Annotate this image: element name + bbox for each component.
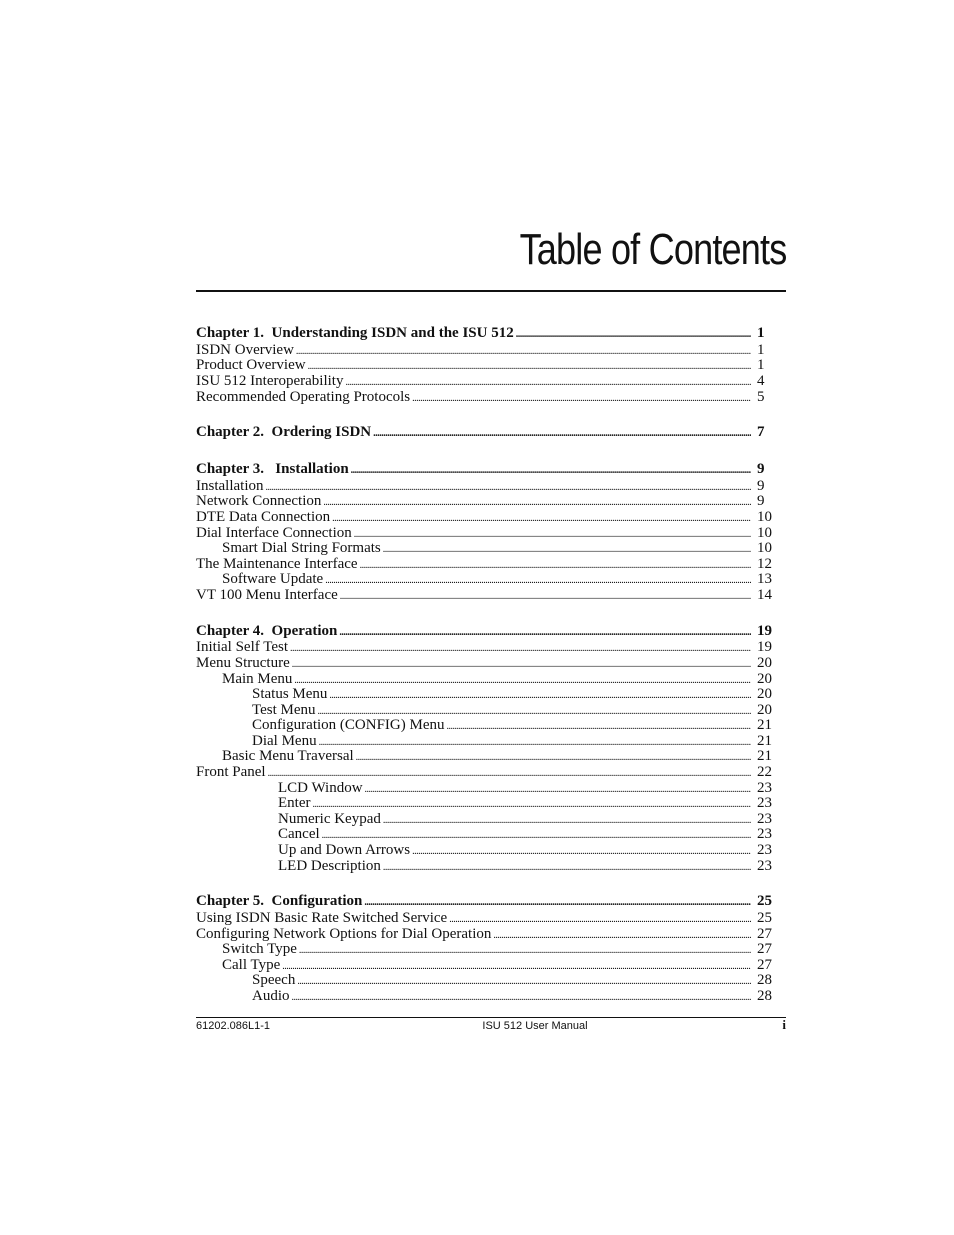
toc-leader-dots [292,657,751,673]
toc-entry-label: Main Menu [222,670,293,687]
toc-entry-page: 28 [757,987,772,1004]
toc-entry-label: Chapter 1. Understanding ISDN and the ISU 512 [196,325,514,341]
toc-leader-dots [449,912,751,928]
toc-entry-label: Call Type [222,956,281,973]
toc-entry[interactable] [196,958,777,974]
toc-entry-label: Enter [278,795,311,812]
table-of-contents [196,324,777,1005]
toc-leader-dots [383,542,751,558]
toc-leader-dots [365,782,751,798]
toc-leader-dots [308,359,751,375]
toc-leader-dots [290,641,751,657]
toc-leader-dots [360,558,751,574]
toc-entry-page: 10 [757,540,772,557]
toc-entry-label: Test Menu [252,701,316,718]
toc-entry-label: Configuration (CONFIG) Menu [252,717,445,734]
toc-leader-dots [282,959,751,975]
toc-entry-page: 27 [757,941,772,958]
toc-entry[interactable] [196,374,777,390]
toc-entry[interactable] [196,859,777,875]
toc-leader-dots [412,844,751,860]
toc-leader-dots [340,589,751,605]
toc-entry-page: 1 [757,341,765,358]
toc-leader-dots [296,344,751,360]
toc-entry-label: Installation [196,477,264,494]
toc-entry[interactable] [196,827,777,843]
toc-entry-page: 20 [757,654,772,671]
toc-entry[interactable] [196,494,777,510]
toc-entry-label: Configuring Network Options for Dial Operation [196,925,492,942]
page-title: Table of Contents [519,225,786,274]
toc-entry-label: Dial Interface Connection [196,524,352,541]
toc-entry-page: 27 [757,956,772,973]
toc-entry-page: 23 [757,810,772,827]
footer-manual-title: ISU 512 User Manual [482,1020,588,1032]
toc-entry-label: Recommended Operating Protocols [196,388,411,405]
toc-entry-label: Chapter 3. Installation [196,460,349,477]
toc-entry-page: 10 [757,508,772,525]
toc-entry-page: 14 [757,586,772,603]
toc-entry-page: 25 [757,893,772,910]
footer-doc-number: 61202.086L1-1 [196,1020,271,1032]
toc-entry[interactable] [196,343,777,359]
toc-entry-page: 12 [757,555,772,572]
toc-entry[interactable] [196,734,777,750]
toc-entry-label: LCD Window [278,779,363,796]
toc-entry-page: 13 [757,571,772,588]
toc-entry-page: 19 [757,639,772,656]
toc-entry-label: Dial Menu [252,732,317,749]
toc-chapter-entry[interactable] [196,324,777,343]
toc-leader-dots [299,943,751,959]
toc-entry-label: Status Menu [252,686,328,703]
toc-entry[interactable] [196,588,777,604]
toc-leader-dots [325,573,751,589]
toc-entry-label: The Maintenance Interface [196,555,358,572]
footer-rule [196,1017,786,1018]
chapter-spacer [196,442,777,460]
toc-entry[interactable] [196,911,777,927]
toc-entry-page: 4 [757,372,765,389]
toc-entry[interactable] [196,640,777,656]
toc-entry-page: 9 [757,477,765,494]
toc-entry-label: ISDN Overview [196,341,294,358]
footer-page-number: i [782,1017,786,1032]
chapter-spacer [196,874,777,892]
toc-entry[interactable] [196,812,777,828]
toc-entry-page: 7 [757,424,765,441]
toc-entry[interactable] [196,358,777,374]
toc-entry[interactable] [196,390,777,406]
toc-entry[interactable] [196,781,777,797]
toc-entry-page: 27 [757,925,772,942]
toc-entry-label: Basic Menu Traversal [222,748,354,765]
toc-entry-page: 1 [757,357,765,374]
toc-entry-page: 20 [757,686,772,703]
toc-entry-page: 22 [757,764,772,781]
toc-entry[interactable] [196,541,777,557]
toc-entry-label: LED Description [278,857,381,874]
toc-entry[interactable] [196,510,777,526]
toc-entry-page: 21 [757,732,772,749]
toc-entry[interactable] [196,656,777,672]
toc-entry-page: 21 [757,717,772,734]
toc-entry[interactable] [196,796,777,812]
toc-entry-page: 21 [757,748,772,765]
toc-entry[interactable] [196,973,777,989]
toc-entry[interactable] [196,989,777,1005]
toc-entry[interactable] [196,942,777,958]
toc-entry-page: 5 [757,388,765,405]
toc-leader-dots [332,511,751,527]
toc-chapter-entry[interactable] [196,460,777,479]
toc-leader-dots [354,527,751,543]
toc-entry[interactable] [196,479,777,495]
toc-entry-label: Chapter 2. Ordering ISDN [196,424,372,441]
toc-entry-page: 20 [757,670,772,687]
chapter-spacer [196,604,777,622]
toc-entry-label: Front Panel [196,764,266,781]
toc-entry[interactable] [196,718,777,734]
toc-leader-dots [323,495,751,511]
toc-entry[interactable] [196,526,777,542]
toc-chapter-entry[interactable] [196,892,777,911]
toc-leader-dots [373,425,751,444]
chapter-spacer [196,405,777,423]
toc-entry-page: 19 [757,622,772,639]
toc-entry-page: 23 [757,826,772,843]
toc-entry[interactable] [196,843,777,859]
toc-entry[interactable] [196,749,777,765]
toc-entry-label: Audio [252,987,290,1004]
toc-entry-label: DTE Data Connection [196,508,331,525]
toc-entry-label: Using ISDN Basic Rate Switched Service [196,910,448,927]
toc-leader-dots [412,391,751,407]
toc-entry-label: Chapter 5. Configuration [196,893,363,910]
toc-entry[interactable] [196,687,777,703]
toc-entry-label: VT 100 Menu Interface [196,586,338,603]
toc-entry-label: Software Update [222,571,324,588]
toc-leader-dots [383,813,751,829]
toc-entry-label: Speech [252,972,296,989]
toc-leader-dots [297,974,751,990]
toc-leader-dots [339,624,751,643]
toc-entry-page: 23 [757,857,772,874]
toc-entry[interactable] [196,927,777,943]
toc-leader-dots [516,326,751,345]
toc-leader-dots [383,860,751,876]
toc-entry-label: Up and Down Arrows [278,842,411,859]
toc-leader-dots [266,480,752,496]
toc-entry-page: 28 [757,972,772,989]
toc-entry-page: 23 [757,779,772,796]
toc-entry[interactable] [196,672,777,688]
toc-entry-label: Smart Dial String Formats [222,540,381,557]
toc-entry-label: ISU 512 Interoperability [196,372,344,389]
toc-entry-page: 25 [757,910,772,927]
toc-entry-page: 20 [757,701,772,718]
toc-chapter-entry[interactable] [196,622,777,641]
toc-leader-dots [446,719,751,735]
toc-entry-page: 23 [757,795,772,812]
toc-leader-dots [292,990,752,1006]
toc-entry-label: Menu Structure [196,654,290,671]
toc-entry-page: 9 [757,493,765,510]
toc-entry-label: Chapter 4. Operation [196,622,338,639]
toc-entry-page: 1 [757,325,765,341]
toc-leader-dots [294,673,751,689]
title-rule [196,290,786,292]
toc-entry-label: Product Overview [196,357,306,374]
toc-leader-dots [329,688,751,704]
toc-leader-dots [351,462,751,481]
toc-entry-label: Switch Type [222,941,297,958]
toc-entry[interactable] [196,765,777,781]
toc-entry-label: Cancel [278,826,320,843]
toc-entry[interactable] [196,557,777,573]
toc-leader-dots [319,735,751,751]
toc-entry-label: Initial Self Test [196,639,288,656]
toc-entry-page: 23 [757,842,772,859]
toc-chapter-entry[interactable] [196,423,777,442]
toc-entry-label: Network Connection [196,493,322,510]
toc-entry[interactable] [196,703,777,719]
toc-entry-page: 9 [757,460,765,477]
toc-leader-dots [356,750,751,766]
toc-entry-page: 10 [757,524,772,541]
toc-leader-dots [493,928,751,944]
toc-entry[interactable] [196,572,777,588]
toc-entry-label: Numeric Keypad [278,810,381,827]
